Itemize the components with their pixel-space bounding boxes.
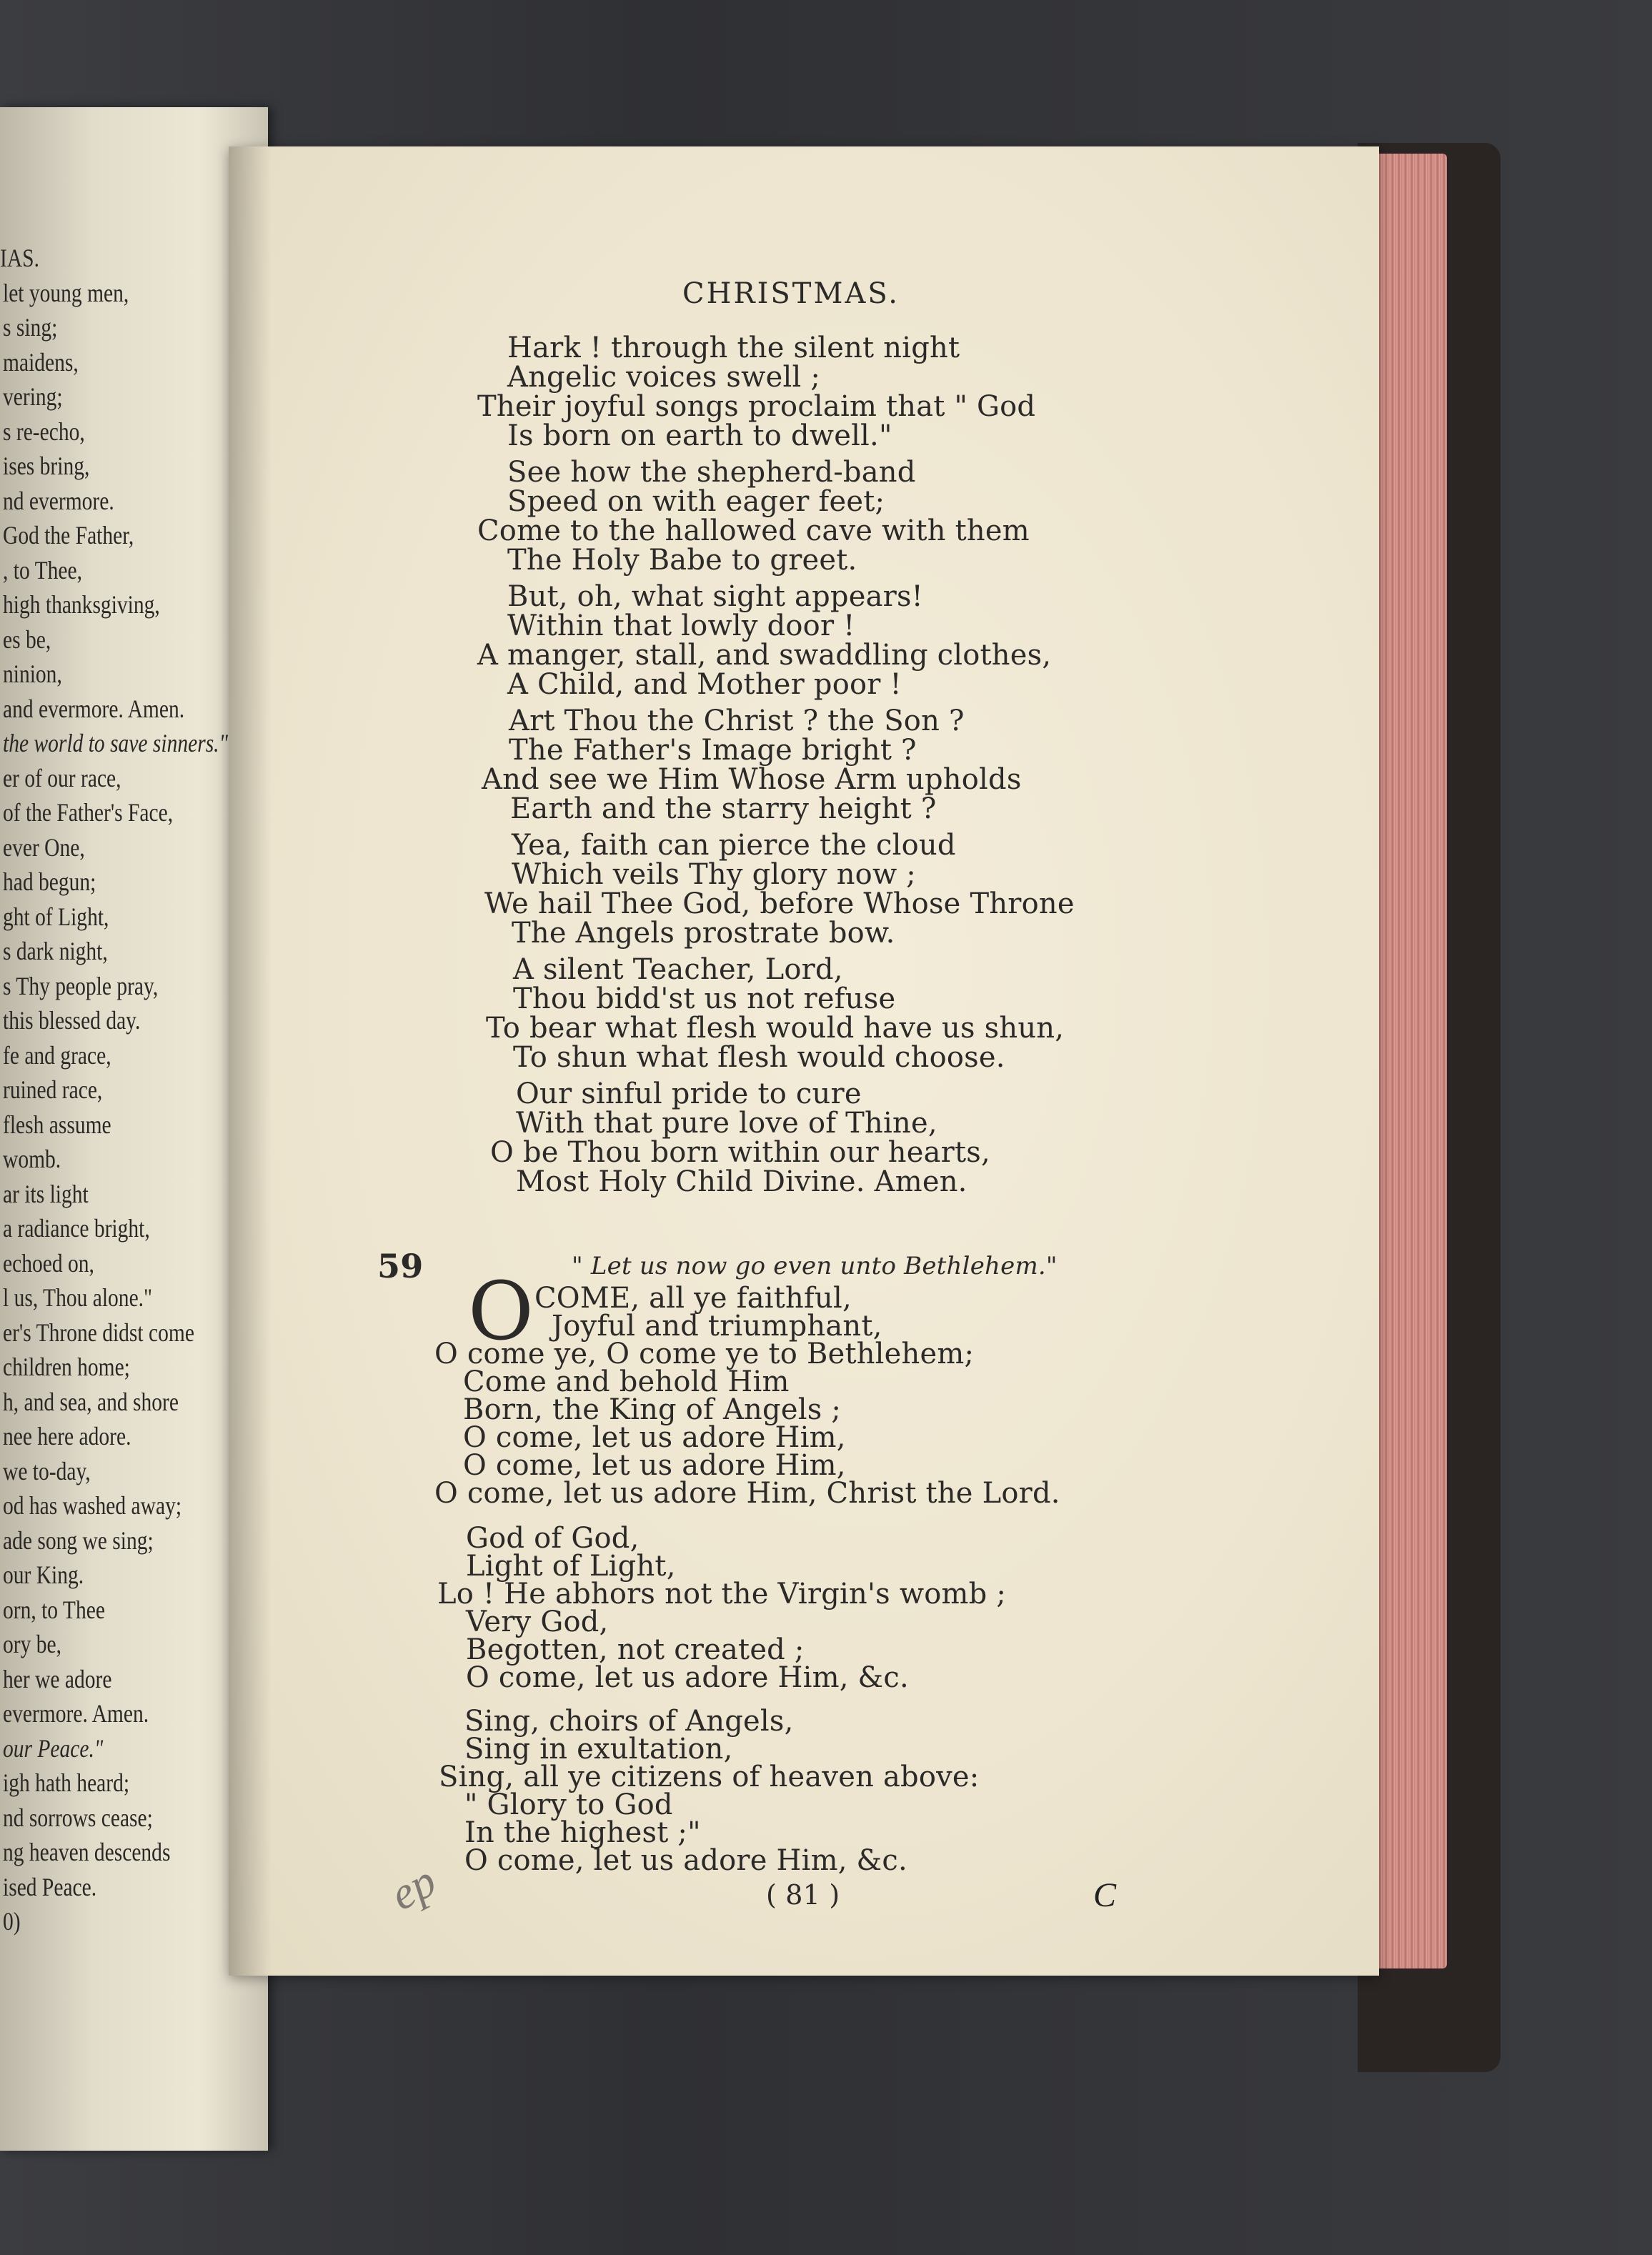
- hymn-a-line: Speed on with eager feet;: [507, 485, 885, 518]
- left-page-line: nd evermore.: [3, 486, 114, 515]
- left-page-line: fe and grace,: [3, 1040, 111, 1070]
- hymn-b-line: Joyful and triumphant,: [552, 1310, 882, 1343]
- hymn-a-line: To shun what flesh would choose.: [513, 1041, 1005, 1074]
- left-page-line: our Peace.": [3, 1733, 104, 1763]
- left-page-line: s Thy people pray,: [3, 971, 159, 1000]
- hymn-b-line: O come, let us adore Him,: [463, 1421, 846, 1454]
- left-page-line: ises bring,: [3, 452, 90, 480]
- left-page-line: vering;: [3, 382, 63, 411]
- hymn-b-line: COME, all ye faithful,: [534, 1282, 852, 1315]
- hymn-b-line: Lo ! He abhors not the Virgin's womb ;: [437, 1578, 1007, 1611]
- hymn-a-line: A Child, and Mother poor !: [507, 668, 902, 701]
- hymn-b-line: O come, let us adore Him, Christ the Lord.: [434, 1477, 1060, 1510]
- hymn-a-line: A manger, stall, and swaddling clothes,: [477, 639, 1052, 672]
- left-page-line: ised Peace.: [3, 1872, 97, 1901]
- hymn-b-line: God of God,: [466, 1522, 640, 1555]
- left-page-line: IAS.: [0, 244, 39, 272]
- left-page-line: 0): [3, 1907, 21, 1936]
- hymn-a-line: With that pure love of Thine,: [516, 1107, 937, 1140]
- left-page-line: ory be,: [3, 1630, 61, 1658]
- left-page-line: nd sorrows cease;: [3, 1803, 153, 1832]
- page-edges: [1375, 154, 1447, 1968]
- signature-mark: C: [1093, 1876, 1117, 1914]
- hymn-b-line: Light of Light,: [466, 1550, 676, 1583]
- left-page-line: ninion,: [3, 659, 62, 688]
- hymn-b-line: O come, let us adore Him, &c.: [466, 1661, 909, 1694]
- left-page-line: high thanksgiving,: [3, 590, 160, 619]
- hymn-a-line: Is born on earth to dwell.": [507, 419, 892, 452]
- hymn-a-line: The Father's Image bright ?: [509, 734, 917, 767]
- hymn-a-line: The Angels prostrate bow.: [512, 917, 895, 950]
- hymn-a-line: See how the shepherd-band: [507, 456, 916, 489]
- hymn-a-line: Thou bidd'st us not refuse: [513, 982, 896, 1015]
- left-page-line: evermore. Amen.: [3, 1699, 149, 1728]
- left-page-line: er of our race,: [3, 763, 121, 792]
- left-page-line: this blessed day.: [3, 1006, 141, 1035]
- left-page-line: let young men,: [3, 278, 129, 307]
- left-page-line: igh hath heard;: [3, 1768, 130, 1797]
- hymn-a-line: We hail Thee God, before Whose Throne: [484, 887, 1075, 920]
- left-page-line: God the Father,: [3, 521, 134, 549]
- drop-cap: O: [468, 1265, 534, 1358]
- left-page-line: womb.: [3, 1145, 61, 1173]
- left-page-line: l us, Thou alone.": [3, 1283, 153, 1312]
- left-page-line: had begun;: [3, 867, 96, 896]
- left-page-line: our King.: [3, 1560, 84, 1589]
- hymn-b-line: Sing in exultation,: [464, 1733, 733, 1766]
- left-page-line: s re-echo,: [3, 417, 85, 446]
- left-page-line: and evermore. Amen.: [3, 694, 185, 723]
- left-page-line: children home;: [3, 1353, 130, 1381]
- left-page-line: s sing;: [3, 313, 58, 342]
- left-page-line: ade song we sing;: [3, 1525, 154, 1555]
- left-page-line: ght of Light,: [3, 902, 109, 931]
- gutter-shadow: [229, 146, 272, 1976]
- left-page: [0, 107, 268, 2151]
- left-page-line: the world to save sinners.": [3, 729, 228, 757]
- hymn-a-line: Most Holy Child Divine. Amen.: [516, 1165, 967, 1198]
- page-number: ( 81 ): [766, 1879, 840, 1911]
- hymn-a-line: And see we Him Whose Arm upholds: [482, 763, 1022, 796]
- left-page-line: we to-day,: [3, 1456, 91, 1485]
- hymn-b-line: Sing, all ye citizens of heaven above:: [439, 1761, 980, 1793]
- hymn-a-line: Earth and the starry height ?: [510, 792, 937, 825]
- hymn-a-line: Hark ! through the silent night: [507, 332, 960, 364]
- left-page-line: ever One,: [3, 832, 85, 862]
- left-page-line: nee here adore.: [3, 1422, 131, 1450]
- left-page-line: maidens,: [3, 347, 79, 377]
- hymn-a-line: Their joyful songs proclaim that " God: [477, 390, 1036, 423]
- hymn-number: 59: [377, 1247, 424, 1285]
- running-head: CHRISTMAS.: [682, 277, 900, 310]
- pencil-mark: ep: [382, 1854, 444, 1921]
- left-page-line: ruined race,: [3, 1075, 103, 1104]
- hymn-a-line: Come to the hallowed cave with them: [477, 514, 1030, 547]
- left-page-line: s dark night,: [3, 937, 108, 965]
- left-page-line: es be,: [3, 624, 51, 654]
- hymn-b-line: Sing, choirs of Angels,: [464, 1705, 794, 1738]
- hymn-a-line: A silent Teacher, Lord,: [513, 953, 843, 986]
- left-page-line: od has washed away;: [3, 1491, 182, 1520]
- hymn-b-line: Very God,: [466, 1606, 609, 1638]
- hymn-a-line: O be Thou born within our hearts,: [490, 1136, 990, 1169]
- left-page-line: orn, to Thee: [3, 1595, 105, 1624]
- hymn-a-line: To bear what flesh would have us shun,: [486, 1012, 1065, 1045]
- hymn-b-line: O come, let us adore Him, &c.: [464, 1844, 907, 1877]
- left-page-line: ng heaven descends: [3, 1838, 171, 1866]
- left-page-line: er's Throne didst come: [3, 1318, 194, 1347]
- left-page-line: her we adore: [3, 1664, 112, 1693]
- left-page-line: a radiance bright,: [3, 1214, 150, 1243]
- hymn-b-line: In the highest ;": [464, 1816, 701, 1849]
- left-page-line: echoed on,: [3, 1248, 94, 1278]
- hymn-b-line: Born, the King of Angels ;: [463, 1393, 842, 1426]
- left-page-line: of the Father's Face,: [3, 798, 174, 827]
- hymn-a-line: Our sinful pride to cure: [516, 1077, 862, 1110]
- hymn-b-line: Begotten, not created ;: [466, 1633, 805, 1666]
- hymn-a-line: Yea, faith can pierce the cloud: [512, 829, 956, 862]
- left-page-line: ar its light: [3, 1179, 89, 1208]
- hymn-a-line: But, oh, what sight appears!: [507, 580, 923, 613]
- hymn-b-line: " Glory to God: [464, 1788, 673, 1821]
- left-page-line: h, and sea, and shore: [3, 1387, 179, 1416]
- hymn-epigraph: " Let us now go even unto Bethlehem.": [572, 1252, 1058, 1280]
- hymn-a-line: Within that lowly door !: [507, 609, 855, 642]
- left-page-line: flesh assume: [3, 1110, 111, 1139]
- hymn-a-line: Art Thou the Christ ? the Son ?: [509, 705, 965, 737]
- hymn-a-line: The Holy Babe to greet.: [507, 544, 857, 577]
- hymn-a-line: Angelic voices swell ;: [507, 361, 821, 394]
- hymn-b-line: O come ye, O come ye to Bethlehem;: [434, 1338, 975, 1370]
- left-page-line: , to Thee,: [3, 555, 82, 584]
- hymn-b-line: O come, let us adore Him,: [463, 1449, 846, 1482]
- hymn-a-line: Which veils Thy glory now ;: [512, 858, 916, 891]
- hymn-b-line: Come and behold Him: [463, 1365, 790, 1398]
